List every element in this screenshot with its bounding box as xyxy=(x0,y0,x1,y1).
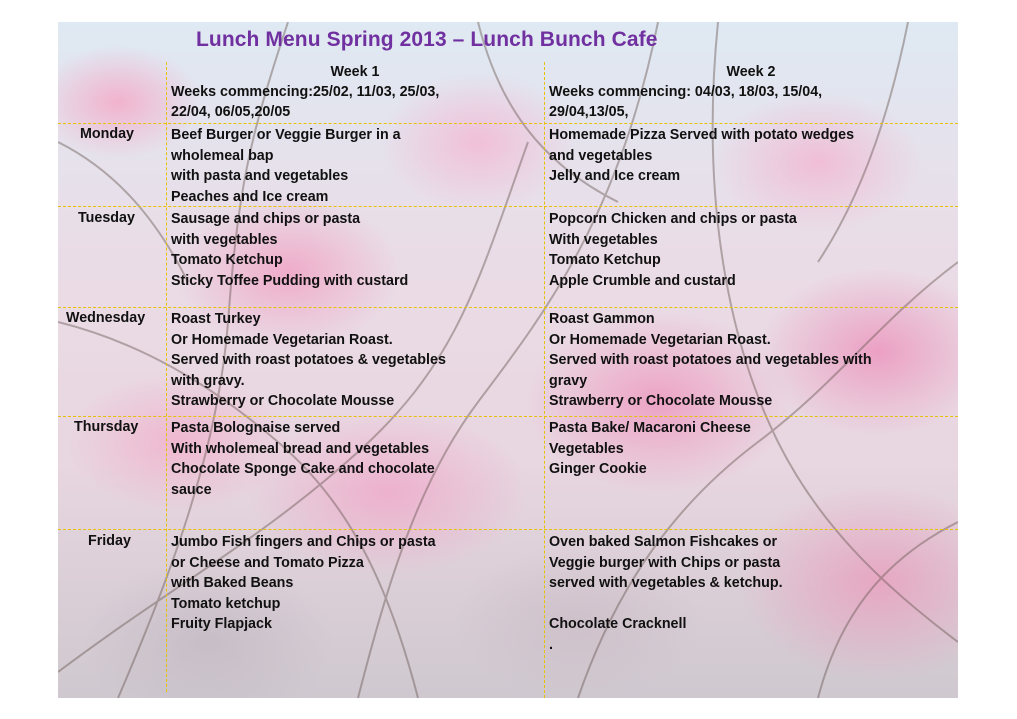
menu-line: Roast Turkey xyxy=(171,311,261,327)
menu-line: Served with roast potatoes and vegetables with xyxy=(549,352,872,368)
menu-line: Tomato Ketchup xyxy=(549,252,661,268)
grid-line-horizontal xyxy=(58,307,958,308)
menu-line: wholemeal bap xyxy=(171,148,274,164)
menu-line: and vegetables xyxy=(549,148,653,164)
menu-line: Strawberry or Chocolate Mousse xyxy=(549,393,773,409)
menu-line: Fruity Flapjack xyxy=(171,616,272,632)
menu-line: Pasta Bake/ Macaroni Cheese xyxy=(549,420,751,436)
page-title: Lunch Menu Spring 2013 – Lunch Bunch Cafe xyxy=(196,28,658,51)
menu-line: . xyxy=(549,637,553,653)
menu-line: Apple Crumble and custard xyxy=(549,273,736,289)
menu-line: Sausage and chips or pasta xyxy=(171,211,361,227)
menu-line: Or Homemade Vegetarian Roast. xyxy=(549,332,771,348)
menu-line: Or Homemade Vegetarian Roast. xyxy=(171,332,393,348)
menu-line: Homemade Pizza Served with potato wedges xyxy=(549,127,855,143)
menu-line: Tomato Ketchup xyxy=(171,252,283,268)
menu-line: Peaches and Ice cream xyxy=(171,189,329,205)
menu-line: gravy xyxy=(549,373,588,389)
week2-dates-line: 29/04,13/05, xyxy=(549,104,629,120)
menu-page xyxy=(58,22,958,698)
menu-line: with pasta and vegetables xyxy=(171,168,349,184)
menu-line: Jelly and Ice cream xyxy=(549,168,681,184)
grid-line-vertical xyxy=(166,62,167,692)
menu-line: sauce xyxy=(171,482,212,498)
menu-line: Sticky Toffee Pudding with custard xyxy=(171,273,409,289)
menu-line: Chocolate Sponge Cake and chocolate xyxy=(171,461,435,477)
grid-line-vertical xyxy=(544,62,545,698)
menu-line: Pasta Bolognaise served xyxy=(171,420,341,436)
menu-line: Roast Gammon xyxy=(549,311,655,327)
menu-line: Beef Burger or Veggie Burger in a xyxy=(171,127,401,143)
menu-line: with vegetables xyxy=(171,232,278,248)
week1-dates-line: Weeks commencing:25/02, 11/03, 25/03, xyxy=(171,84,440,100)
menu-line: Oven baked Salmon Fishcakes or xyxy=(549,534,778,550)
day-label-tuesday: Tuesday xyxy=(78,210,135,226)
menu-line: Ginger Cookie xyxy=(549,461,647,477)
day-label-wednesday: Wednesday xyxy=(66,310,146,326)
menu-line: served with vegetables & ketchup. xyxy=(549,575,783,591)
menu-line: with Baked Beans xyxy=(171,575,294,591)
menu-line: or Cheese and Tomato Pizza xyxy=(171,555,364,571)
menu-line: Strawberry or Chocolate Mousse xyxy=(171,393,395,409)
menu-line: Jumbo Fish fingers and Chips or pasta xyxy=(171,534,436,550)
week2-header: Week 2 xyxy=(726,64,776,80)
grid-line-horizontal xyxy=(58,123,958,124)
menu-line: Veggie burger with Chips or pasta xyxy=(549,555,781,571)
week1-dates-line: 22/04, 06/05,20/05 xyxy=(171,104,291,120)
menu-line: With vegetables xyxy=(549,232,658,248)
menu-line: Vegetables xyxy=(549,441,624,457)
menu-line: with gravy. xyxy=(171,373,245,389)
menu-line: Tomato ketchup xyxy=(171,596,281,612)
day-label-friday: Friday xyxy=(88,533,131,549)
day-label-monday: Monday xyxy=(80,126,135,142)
day-label-thursday: Thursday xyxy=(74,419,139,435)
menu-line: Popcorn Chicken and chips or pasta xyxy=(549,211,797,227)
menu-line: Chocolate Cracknell xyxy=(549,616,687,632)
grid-line-horizontal xyxy=(58,416,958,417)
week2-dates-line: Weeks commencing: 04/03, 18/03, 15/04, xyxy=(549,84,823,100)
menu-line: Served with roast potatoes & vegetables xyxy=(171,352,446,368)
week1-header: Week 1 xyxy=(330,64,380,80)
menu-line: With wholemeal bread and vegetables xyxy=(171,441,430,457)
grid-line-horizontal xyxy=(58,529,958,530)
